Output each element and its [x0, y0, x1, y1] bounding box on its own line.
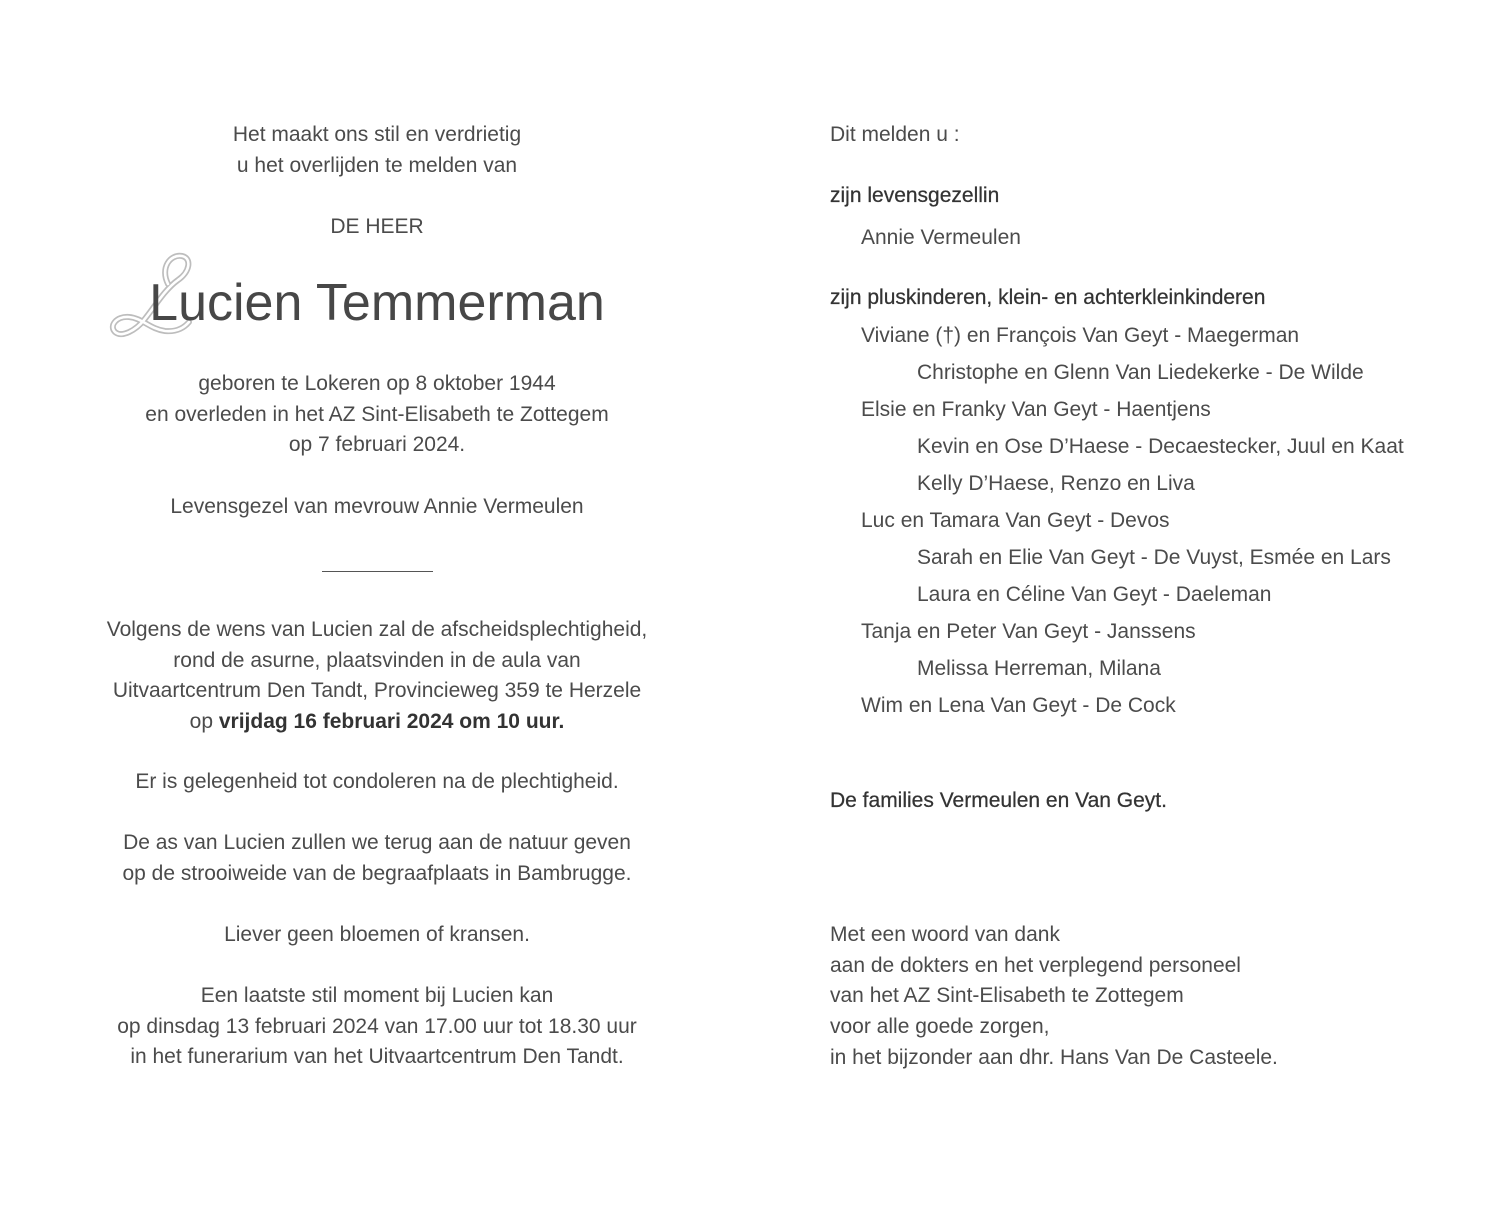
- birth-death-line: op 7 februari 2024.: [288, 433, 466, 457]
- thanks-line: aan de dokters en het verplegend personeel: [830, 953, 1241, 977]
- announcement-heading: Dit melden u :: [830, 123, 960, 146]
- family-descendant: Kelly D’Haese, Renzo en Liva: [917, 472, 1195, 495]
- ceremony-date: vrijdag 16 februari 2024 om 10 uur.: [218, 710, 565, 734]
- partner-name: Annie Vermeulen: [861, 226, 1021, 249]
- birth-death-line: en overleden in het AZ Sint-Elisabeth te Zottegem: [145, 402, 609, 426]
- family-descendant: Kevin en Ose D’Haese - Decaestecker, Juul en Kaat: [917, 435, 1404, 458]
- family-descendant: Christophe en Glenn Van Liedekerke - De Wilde: [917, 361, 1364, 384]
- honorific: DE HEER: [330, 215, 424, 238]
- intro: [57, 120, 697, 181]
- thanks-line: van het AZ Sint-Elisabeth te Zottegem: [830, 984, 1184, 1008]
- family-member: Viviane (†) en François Van Geyt - Maegerman: [861, 324, 1300, 347]
- family-descendant: Melissa Herreman, Milana: [917, 657, 1161, 680]
- birth-death-line: geboren te Lokeren op 8 oktober 1944: [198, 372, 556, 395]
- ceremony-line: rond de asurne, plaatsvinden in de aula van: [173, 648, 581, 672]
- family-member: Tanja en Peter Van Geyt - Janssens: [861, 620, 1196, 643]
- intro-line: Het maakt ons stil en verdrietig: [232, 123, 522, 146]
- ceremony: [57, 615, 697, 738]
- farewell-note: [57, 981, 697, 1073]
- families-closing: De families Vermeulen en Van Geyt.: [830, 789, 1167, 812]
- partner-line: Levensgezel van mevrouw Annie Vermeulen: [170, 495, 584, 518]
- flowers-note: Liever geen bloemen of kransen.: [224, 923, 530, 946]
- farewell-line: in het funerarium van het Uitvaartcentrum Den Tandt.: [130, 1045, 624, 1069]
- intro-line: u het overlijden te melden van: [236, 153, 518, 177]
- condolence-note: Er is gelegenheid tot condoleren na de plechtigheid.: [135, 770, 619, 793]
- family-list: [830, 317, 1490, 724]
- farewell-line: op dinsdag 13 februari 2024 van 17.00 uur tot 18.30 uur: [117, 1014, 637, 1038]
- thanks-line: voor alle goede zorgen,: [830, 1015, 1050, 1039]
- ashes-line: De as van Lucien zullen we terug aan de natuur geven: [123, 831, 631, 854]
- family-label: zijn pluskinderen, klein- en achterkleinkinderen: [830, 286, 1266, 309]
- farewell-line: Een laatste stil moment bij Lucien kan: [200, 984, 554, 1007]
- family-member: Luc en Tamara Van Geyt - Devos: [861, 509, 1170, 532]
- thanks-line: in het bijzonder aan dhr. Hans Van De Casteele.: [830, 1045, 1278, 1069]
- birth-death: [57, 369, 697, 461]
- family-member: Elsie en Franky Van Geyt - Haentjens: [861, 398, 1211, 421]
- thanks-line: Met een woord van dank: [830, 923, 1060, 946]
- family-descendant: Sarah en Elie Van Geyt - De Vuyst, Esmée en Lars: [917, 546, 1391, 569]
- ashes-line: op de strooiweide van de begraafplaats in Bambrugge.: [122, 861, 632, 885]
- ceremony-line: Uitvaartcentrum Den Tandt, Provincieweg 359 te Herzele: [112, 679, 642, 703]
- ceremony-date-line: [57, 707, 697, 738]
- divider: [322, 571, 433, 572]
- deceased-name-wrap: [57, 273, 697, 333]
- family-descendant: Laura en Céline Van Geyt - Daeleman: [917, 583, 1272, 606]
- deceased-name: Lucien Temmerman: [149, 274, 605, 332]
- ceremony-date-prefix: op: [189, 710, 213, 734]
- partner-label: zijn levensgezellin: [830, 184, 1000, 207]
- family-member: Wim en Lena Van Geyt - De Cock: [861, 694, 1176, 717]
- ceremony-line: Volgens de wens van Lucien zal de afscheidsplechtigheid,: [106, 618, 648, 641]
- ashes-note: [57, 828, 697, 889]
- thanks-note: [830, 920, 1470, 1074]
